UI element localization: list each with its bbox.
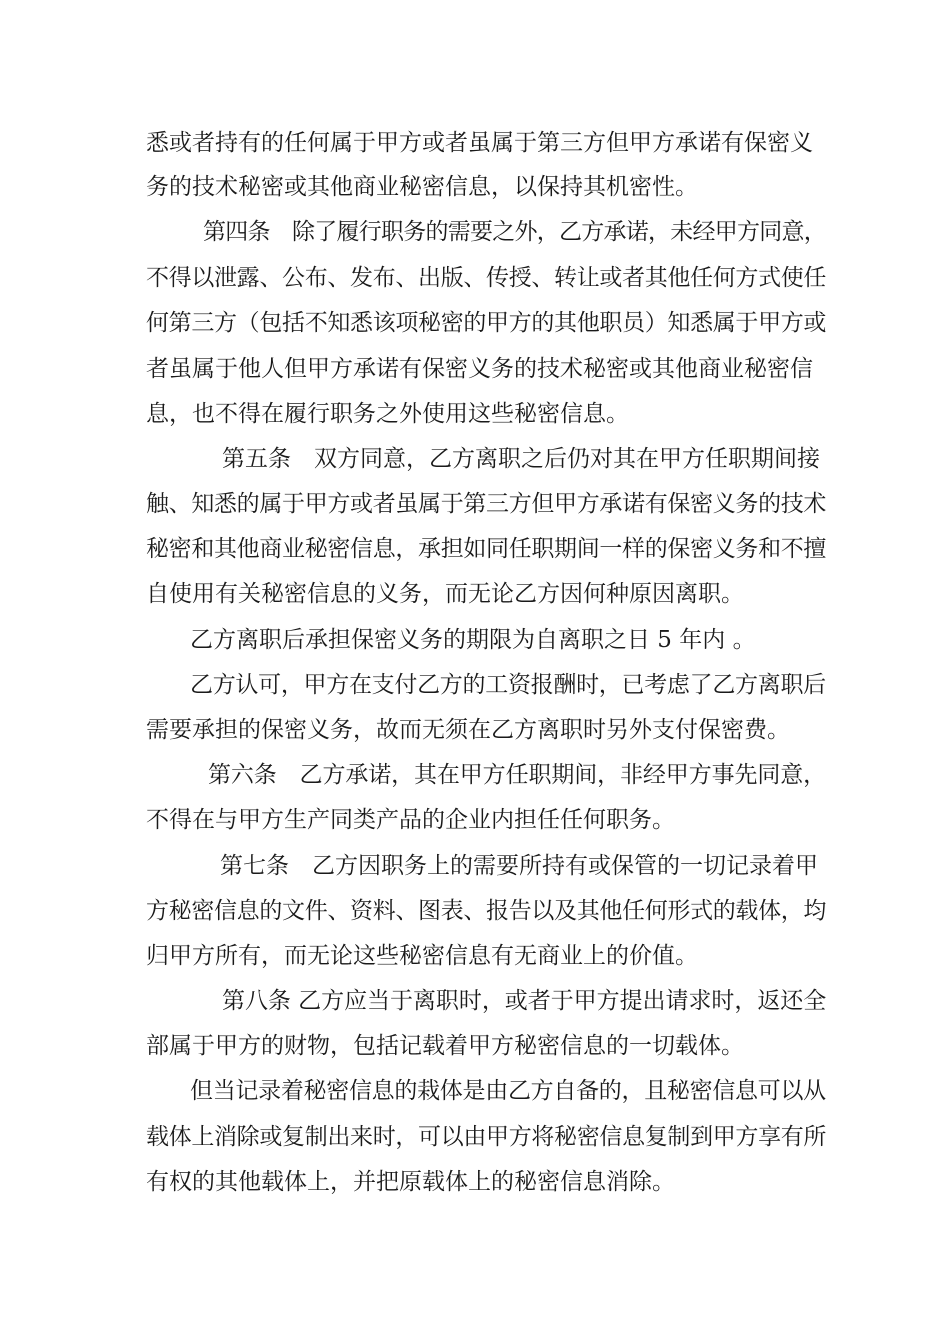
text-line: 需要承担的保密义务，故而无须在乙方离职时另外支付保密费。 [146, 717, 790, 743]
text-line: 触、知悉的属于甲方或者虽属于第三方但甲方承诺有保密义务的技术 [146, 491, 827, 517]
text-line: 归甲方所有，而无论这些秘密信息有无商业上的价值。 [146, 943, 698, 969]
text-line: 悉或者持有的任何属于甲方或者虽属于第三方但甲方承诺有保密义 [146, 130, 813, 156]
text-line: 但当记录着秘密信息的栽体是由乙方自备的，且秘密信息可以从 [190, 1078, 826, 1104]
text-line: 乙方认可，甲方在支付乙方的工资报酬时，已考虑了乙方离职后 [190, 672, 826, 698]
text-line: 部属于甲方的财物，包括记载着甲方秘密信息的一切载体。 [146, 1033, 744, 1059]
text-line: 第四条 除了履行职务的需要之外，乙方承诺，未经甲方同意， [203, 219, 826, 245]
text-line: 有权的其他载体上，并把原载体上的秘密信息消除。 [146, 1169, 675, 1195]
text-line: 第七条 乙方因职务上的需要所持有或保管的一切记录着甲 [220, 853, 818, 879]
text-line: 秘密和其他商业秘密信息，承担如同任职期间一样的保密义务和不擅 [146, 536, 827, 562]
text-line: 第五条 双方同意，乙方离职之后仍对其在甲方任职期间接 [222, 446, 820, 472]
text-line: 不得在与甲方生产同类产品的企业内担任任何职务。 [146, 807, 675, 833]
text-line: 不得以泄露、公布、发布、出版、传授、转让或者其他任何方式使任 [146, 265, 827, 291]
text-line: 自使用有关秘密信息的义务，而无论乙方因何种原因离职。 [146, 581, 744, 607]
text-line: 务的技术秘密或其他商业秘密信息，以保持其机密性。 [146, 174, 698, 200]
text-line: 何第三方（包括不知悉该项秘密的甲方的其他职员）知悉属于甲方或 [146, 310, 827, 336]
text-line: 方秘密信息的文件、资料、图表、报告以及其他任何形式的载体，均 [146, 898, 827, 924]
text-line: 者虽属于他人但甲方承诺有保密义务的技术秘密或其他商业秘密信 [146, 356, 813, 382]
text-line: 载体上消除或复制出来时，可以由甲方将秘密信息复制到甲方享有所 [146, 1124, 827, 1150]
text-line: 息，也不得在履行职务之外使用这些秘密信息。 [146, 401, 629, 427]
text-line: 乙方离职后承担保密义务的期限为自离职之日 5 年内 。 [190, 627, 756, 653]
text-line: 第八条 乙方应当于离职时，或者于甲方提出请求时，返还全 [222, 988, 827, 1014]
text-line: 第六条 乙方承诺，其在甲方任职期间，非经甲方事先同意， [208, 762, 827, 788]
